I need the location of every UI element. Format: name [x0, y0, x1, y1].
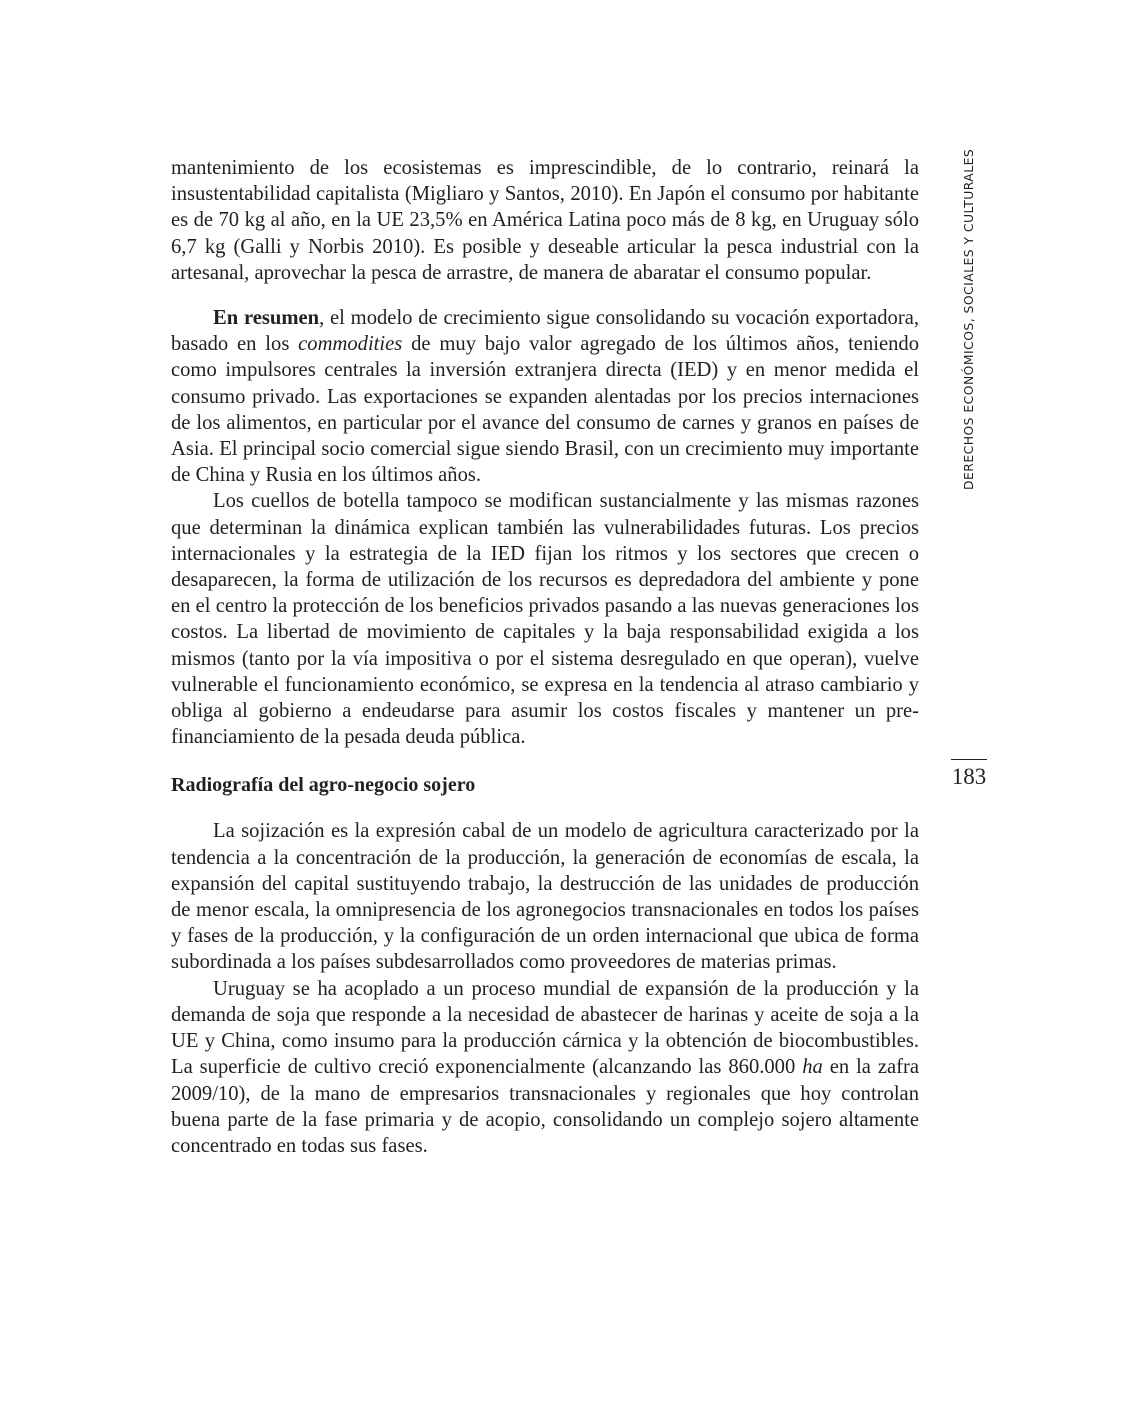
paragraph-sojizacion: La sojización es la expresión cabal de un modelo de agricultura caracterizado por la tendencia a la concentración de la producción, la generación de economías de escala, la expansión del capital sustituyendo trabajo, la destrucción de las unidades de producción de menor escala, la omnipresencia de los agronegocios transnacionales en todos los países y fases de la producción, y la configuración de un orden internacional que ubica de forma subordinada a los países subdesarrollados como proveedores de materias primas. — [171, 820, 919, 974]
paragraph-ecosystems: mantenimiento de los ecosistemas es imprescindible, de lo contrario, reinará la insustentabilidad capitalista (Migliaro y Santos, 2010). En Japón el consumo por habitante es de 70 kg al año, en la UE 23,5% en América Latina poco más de 8 kg, en Uruguay sólo 6,7 kg (Galli y Norbis 2010). Es posible y deseable articular la pesca industrial con la artesanal, aprovechar la pesca de arrastre, de manera de abaratar el consumo popular. — [171, 157, 919, 284]
section-heading: Radiografía del agro-negocio sojero — [171, 774, 476, 797]
page-number-rule — [951, 759, 987, 760]
uruguay-text-1: Uruguay se ha acoplado a un proceso mundial de expansión de la producción y la demanda de soja que responde a la necesidad de abastecer de harinas y aceite de soja a la UE y China, como insumo para la producción cárnica y la obtención de biocombustibles. La superficie de cultivo creció exponencialmente (alcanzando las 860.000 — [171, 977, 919, 1079]
body-text-column — [171, 155, 919, 1159]
paragraph-bottlenecks: Los cuellos de botella tampoco se modifican sustancialmente y las mismas razones que determinan la dinámica explican también las vulnerabilidades futuras. Los precios internacionales y la estrategia de la IED fijan los ritmos y los sectores que crecen o desaparecen, la forma de utilización de los recursos es depredadora del ambiente y pone en el centro la protección de los beneficios privados pasando a las nuevas generaciones los costos. La libertad de movimiento de capitales y la baja responsabilidad exigida a los mismos (tanto por la vía impositiva o por el sistema desregulado en que operan), vuelve vulnerable el funcionamiento económico, se expresa en la tendencia al atraso cambiario y obliga al gobierno a endeudarse para asumir los costos fiscales y mantener un pre-financiamiento de la pesada deuda pública. — [171, 490, 919, 749]
summary-lead: En resumen — [213, 307, 320, 330]
page-number: 183 — [951, 764, 987, 789]
uruguay-text-2: en la zafra 2009/10), de la mano de empresarios transnacionales y regionales que hoy controlan buena parte de la fase primaria y de acopio, consolidando un complejo sojero altamente concentrado en todas sus fases. — [171, 1056, 919, 1157]
paragraph-summary — [171, 305, 919, 488]
summary-text-2: de muy bajo valor agregado de los últimos años, teniendo como impulsores centrales la inversión extranjera directa (IED) y en menor medida el consumo privado. Las exportaciones se expanden alentadas por los precios internaciones de los alimentos, en particular por el avance del consumo de carnes y granos en países de Asia. El principal socio comercial sigue siendo Brasil, con un crecimiento muy importante de China y Rusia en los últimos años. — [171, 333, 919, 487]
paragraph-uruguay-soy — [171, 976, 919, 1159]
hectare-unit: ha — [802, 1056, 823, 1079]
summary-text-1: , el modelo de crecimiento sigue consolidando su vocación exportadora, basado en los — [171, 307, 919, 356]
running-head: DERECHOS ECONÓMICOS, SOCIALES Y CULTURALES — [961, 148, 976, 490]
commodities-term: commodities — [298, 333, 403, 356]
